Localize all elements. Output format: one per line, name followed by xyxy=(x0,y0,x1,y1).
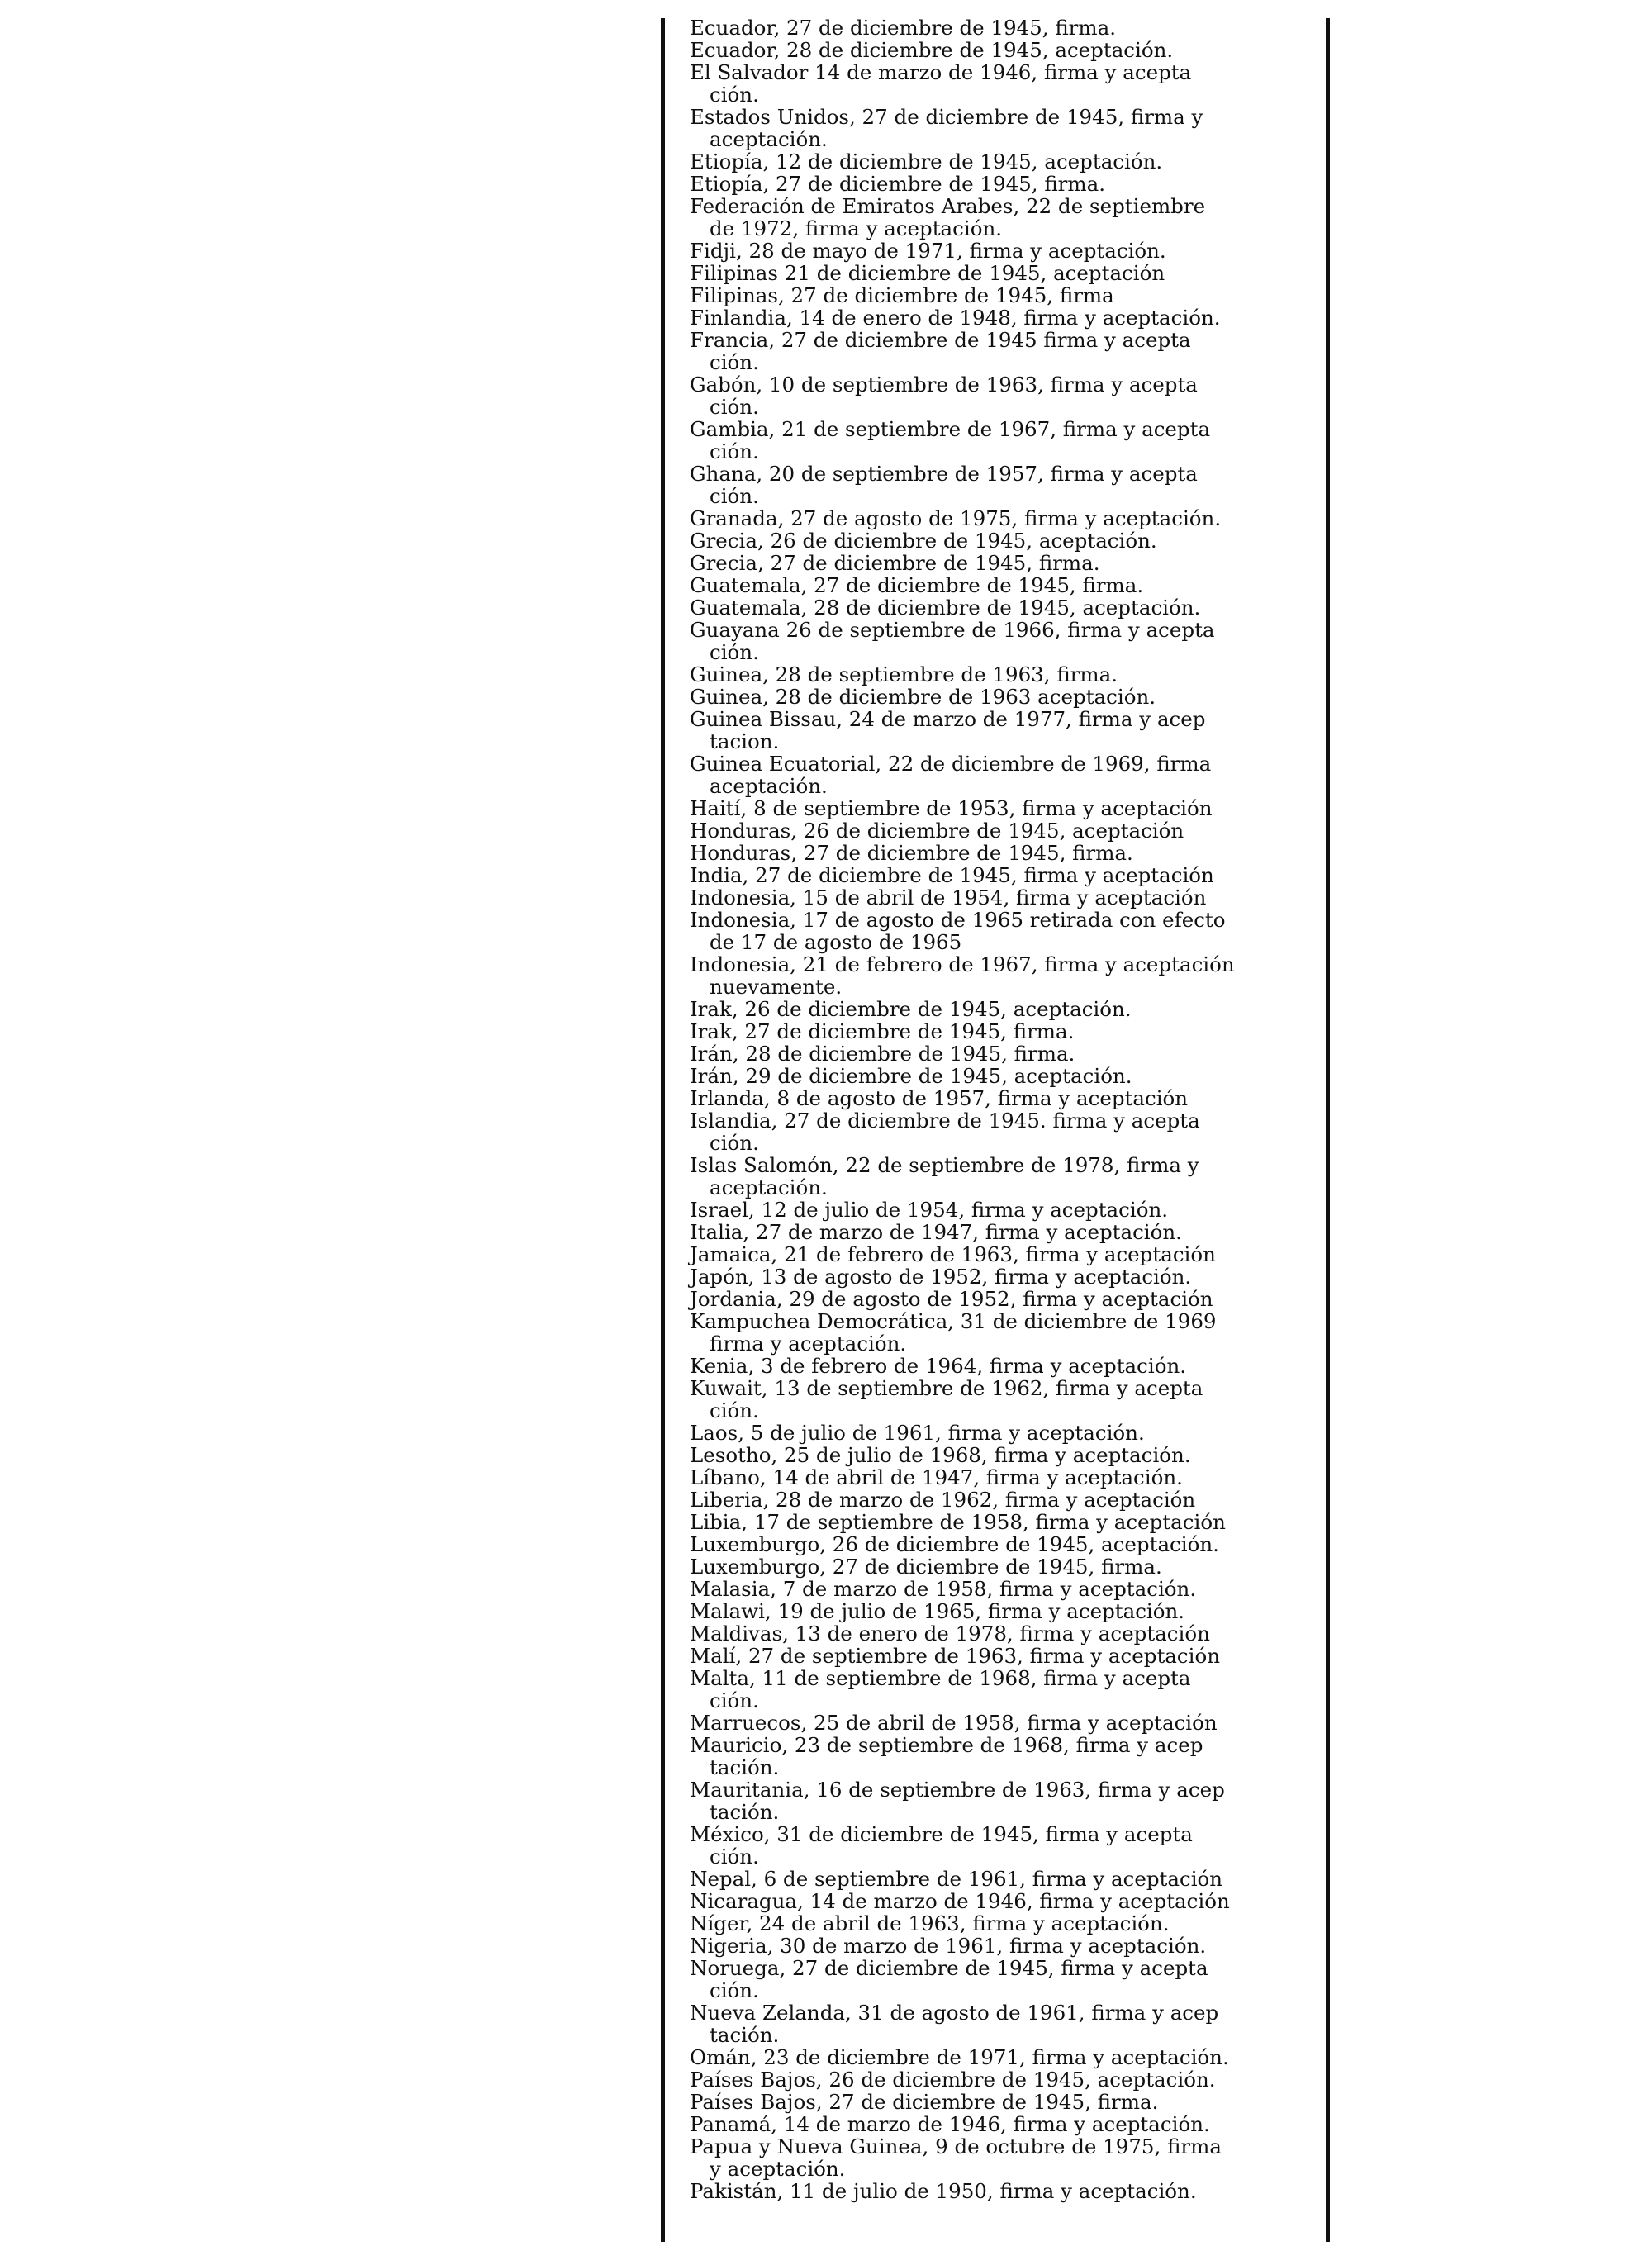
entry-line: Ghana, 20 de septiembre de 1957, firma y acepta xyxy=(690,462,1198,486)
ratification-entry xyxy=(690,306,1317,329)
entry-continuation-line: tación. xyxy=(710,1755,780,1779)
entry-line: Guatemala, 27 de diciembre de 1945, firma. xyxy=(690,573,1144,597)
entry-line: Haití, 8 de septiembre de 1953, firma y aceptación xyxy=(690,796,1213,820)
ratification-entry xyxy=(690,150,1317,173)
entry-line: Israel, 12 de julio de 1954, firma y aceptación. xyxy=(690,1198,1169,1222)
entry-line: Ecuador, 27 de diciembre de 1945, firma. xyxy=(690,16,1117,40)
ratification-entry xyxy=(690,1600,1317,1622)
entry-line: Pakistán, 11 de julio de 1950, firma y aceptación. xyxy=(690,2179,1197,2203)
entry-continuation-line: firma y aceptación. xyxy=(710,1332,907,1356)
ratification-entry xyxy=(690,1622,1317,1645)
ratification-entry xyxy=(690,1109,1317,1154)
entry-line: Nicaragua, 14 de marzo de 1946, firma y aceptación xyxy=(690,1889,1230,1913)
entry-line: Finlandia, 14 de enero de 1948, firma y aceptación. xyxy=(690,306,1221,330)
ratification-entry xyxy=(690,909,1317,953)
column-right-rule xyxy=(1326,18,1330,2242)
entry-line: Etiopía, 12 de diciembre de 1945, aceptación. xyxy=(690,150,1163,173)
entry-line: Ecuador, 28 de diciembre de 1945, aceptación. xyxy=(690,38,1174,62)
entry-line: Fidji, 28 de mayo de 1971, firma y aceptación. xyxy=(690,239,1166,263)
entry-line: Guayana 26 de septiembre de 1966, firma y acepta xyxy=(690,618,1215,642)
ratification-entry xyxy=(690,1489,1317,1511)
entry-continuation-line: tación. xyxy=(710,2023,780,2047)
ratification-entry xyxy=(690,1935,1317,1957)
ratification-entry xyxy=(690,329,1317,373)
ratification-entry xyxy=(690,886,1317,909)
entry-continuation-line: y aceptación. xyxy=(710,2157,846,2181)
entry-continuation-line: de 17 de agosto de 1965 xyxy=(710,930,962,954)
ratification-entry xyxy=(690,1377,1317,1422)
entry-continuation-line: aceptación. xyxy=(710,1175,828,1199)
entry-line: Granada, 27 de agosto de 1975, firma y aceptación. xyxy=(690,506,1222,530)
entry-line: Kenia, 3 de febrero de 1964, firma y aceptación. xyxy=(690,1354,1187,1378)
ratification-entry xyxy=(690,1912,1317,1935)
entry-line: Kuwait, 13 de septiembre de 1962, firma y acepta xyxy=(690,1376,1203,1400)
ratification-entry xyxy=(690,1533,1317,1555)
entry-line: Nueva Zelanda, 31 de agosto de 1961, firma y acep xyxy=(690,2001,1219,2025)
ratification-entry xyxy=(690,2180,1317,2202)
entry-continuation-line: nuevamente. xyxy=(710,975,843,999)
ratification-entry xyxy=(690,240,1317,262)
ratification-entry xyxy=(690,2113,1317,2135)
entry-line: Japón, 13 de agosto de 1952, firma y aceptación. xyxy=(690,1265,1192,1289)
ratification-entry xyxy=(690,1199,1317,1221)
ratification-entry xyxy=(690,418,1317,463)
ratification-entry xyxy=(690,552,1317,574)
entry-line: Estados Unidos, 27 de diciembre de 1945, firma y xyxy=(690,105,1203,129)
entry-continuation-line: ción. xyxy=(710,1398,759,1422)
ratification-entry xyxy=(690,1712,1317,1734)
entry-line: Liberia, 28 de marzo de 1962, firma y aceptación xyxy=(690,1488,1196,1512)
entry-line: Noruega, 27 de diciembre de 1945, firma y acepta xyxy=(690,1956,1208,1980)
ratification-entry xyxy=(690,864,1317,886)
entry-line: Nepal, 6 de septiembre de 1961, firma y aceptación xyxy=(690,1867,1223,1891)
ratification-entry xyxy=(690,842,1317,864)
entry-line: Islas Salomón, 22 de septiembre de 1978, firma y xyxy=(690,1153,1199,1177)
entry-line: Laos, 5 de julio de 1961, firma y aceptación. xyxy=(690,1421,1145,1445)
ratification-entry xyxy=(690,708,1317,753)
entry-continuation-line: ción. xyxy=(710,1131,759,1155)
entry-line: Irán, 28 de diciembre de 1945, firma. xyxy=(690,1042,1075,1066)
ratification-entry xyxy=(690,61,1317,106)
entry-continuation-line: ción. xyxy=(710,439,759,463)
entry-line: Panamá, 14 de marzo de 1946, firma y aceptación. xyxy=(690,2112,1210,2136)
ratification-entry xyxy=(690,1555,1317,1578)
ratification-entry xyxy=(690,1645,1317,1667)
ratification-entry xyxy=(690,373,1317,418)
entry-continuation-line: tación. xyxy=(710,1800,780,1824)
ratification-entry xyxy=(690,284,1317,306)
ratification-entry xyxy=(690,1065,1317,1087)
entry-line: Libia, 17 de septiembre de 1958, firma y aceptación xyxy=(690,1510,1226,1534)
ratification-entry xyxy=(690,574,1317,596)
entry-line: Federación de Emiratos Arabes, 22 de septiembre xyxy=(690,194,1206,218)
entry-line: Lesotho, 25 de julio de 1968, firma y aceptación. xyxy=(690,1443,1191,1467)
ratification-entry xyxy=(690,529,1317,552)
entry-line: Luxemburgo, 27 de diciembre de 1945, firma. xyxy=(690,1555,1162,1579)
ratification-entry xyxy=(690,619,1317,663)
ratification-entry xyxy=(690,2001,1317,2046)
ratification-entry xyxy=(690,1288,1317,1310)
ratification-entry xyxy=(690,819,1317,842)
ratification-entry xyxy=(690,2135,1317,2180)
entry-line: Etiopía, 27 de diciembre de 1945, firma. xyxy=(690,172,1106,196)
entry-continuation-line: ción. xyxy=(710,640,759,664)
ratification-entry xyxy=(690,1087,1317,1109)
ratification-entry xyxy=(690,797,1317,819)
entry-line: Líbano, 14 de abril de 1947, firma y aceptación. xyxy=(690,1465,1183,1489)
entry-line: Filipinas 21 de diciembre de 1945, aceptación xyxy=(690,261,1165,285)
ratification-entry xyxy=(690,1310,1317,1355)
ratification-entry xyxy=(690,1823,1317,1868)
entry-line: Indonesia, 21 de febrero de 1967, firma y aceptación xyxy=(690,952,1235,976)
entry-line: Papua y Nueva Guinea, 9 de octubre de 1975, firma xyxy=(690,2134,1222,2158)
ratification-entry xyxy=(690,998,1317,1020)
ratification-entry xyxy=(690,953,1317,998)
entry-line: Guinea Bissau, 24 de marzo de 1977, firma y acep xyxy=(690,707,1206,731)
ratification-entry xyxy=(690,1578,1317,1600)
entry-continuation-line: aceptación. xyxy=(710,774,828,798)
entry-line: Kampuchea Democrática, 31 de diciembre de 1969 xyxy=(690,1309,1217,1333)
column-left-rule xyxy=(661,18,665,2242)
entry-line: Honduras, 27 de diciembre de 1945, firma. xyxy=(690,841,1133,865)
entry-line: Irlanda, 8 de agosto de 1957, firma y aceptación xyxy=(690,1086,1189,1110)
ratification-entry xyxy=(690,1154,1317,1199)
entry-line: Indonesia, 17 de agosto de 1965 retirada con efecto xyxy=(690,908,1226,932)
ratification-entry xyxy=(690,1243,1317,1265)
entry-line: Níger, 24 de abril de 1963, firma y aceptación. xyxy=(690,1911,1170,1935)
entry-line: Irak, 26 de diciembre de 1945, aceptación. xyxy=(690,997,1132,1021)
entry-line: Países Bajos, 26 de diciembre de 1945, aceptación. xyxy=(690,2068,1216,2092)
entry-line: Guatemala, 28 de diciembre de 1945, aceptación. xyxy=(690,596,1201,620)
entry-continuation-line: ción. xyxy=(710,1845,759,1869)
entry-continuation-line: tacion. xyxy=(710,729,780,753)
entry-line: Guinea Ecuatorial, 22 de diciembre de 1969, firma xyxy=(690,752,1212,776)
entry-line: México, 31 de diciembre de 1945, firma y acepta xyxy=(690,1822,1193,1846)
ratification-entry xyxy=(690,686,1317,708)
ratification-entry xyxy=(690,1778,1317,1823)
ratification-entry xyxy=(690,596,1317,619)
ratification-entry xyxy=(690,17,1317,39)
entry-continuation-line: ción. xyxy=(710,350,759,374)
entry-line: Mauritania, 16 de septiembre de 1963, firma y acep xyxy=(690,1778,1225,1802)
entry-line: Honduras, 26 de diciembre de 1945, aceptación xyxy=(690,819,1184,843)
entry-line: Grecia, 26 de diciembre de 1945, aceptación. xyxy=(690,529,1157,553)
entry-line: Filipinas, 27 de diciembre de 1945, firma xyxy=(690,283,1114,307)
entry-line: Nigeria, 30 de marzo de 1961, firma y aceptación. xyxy=(690,1934,1207,1958)
entry-continuation-line: de 1972, firma y aceptación. xyxy=(710,216,1003,240)
entry-continuation-line: ción. xyxy=(710,1978,759,2002)
ratification-entry xyxy=(690,463,1317,507)
ratification-entry xyxy=(690,507,1317,529)
ratification-entry xyxy=(690,2091,1317,2113)
ratification-entry xyxy=(690,1734,1317,1778)
ratification-entry xyxy=(690,1890,1317,1912)
ratification-entry xyxy=(690,753,1317,797)
entry-line: Malasia, 7 de marzo de 1958, firma y aceptación. xyxy=(690,1577,1197,1601)
entry-line: Irán, 29 de diciembre de 1945, aceptación. xyxy=(690,1064,1132,1088)
entry-line: Maldivas, 13 de enero de 1978, firma y aceptación xyxy=(690,1622,1210,1645)
ratification-entry xyxy=(690,262,1317,284)
entry-line: El Salvador 14 de marzo de 1946, firma y acepta xyxy=(690,60,1192,84)
entry-line: Irak, 27 de diciembre de 1945, firma. xyxy=(690,1019,1075,1043)
entry-line: Islandia, 27 de diciembre de 1945. firma y acepta xyxy=(690,1109,1200,1132)
ratification-entry xyxy=(690,1957,1317,2001)
ratification-entry xyxy=(690,106,1317,150)
entry-line: Grecia, 27 de diciembre de 1945, firma. xyxy=(690,551,1100,575)
entry-line: Indonesia, 15 de abril de 1954, firma y aceptación xyxy=(690,886,1207,909)
entry-line: Países Bajos, 27 de diciembre de 1945, firma. xyxy=(690,2090,1159,2114)
ratification-entry xyxy=(690,173,1317,195)
ratification-entry xyxy=(690,39,1317,61)
entry-line: Italia, 27 de marzo de 1947, firma y aceptación. xyxy=(690,1220,1182,1244)
entry-line: Guinea, 28 de septiembre de 1963, firma. xyxy=(690,662,1118,686)
entry-line: Luxemburgo, 26 de diciembre de 1945, aceptación. xyxy=(690,1532,1219,1556)
entry-line: Gambia, 21 de septiembre de 1967, firma y acepta xyxy=(690,417,1211,441)
entry-line: Guinea, 28 de diciembre de 1963 aceptación. xyxy=(690,685,1156,709)
entry-line: Jordania, 29 de agosto de 1952, firma y aceptación xyxy=(690,1287,1213,1311)
ratification-entry xyxy=(690,663,1317,686)
entry-line: Malawi, 19 de julio de 1965, firma y aceptación. xyxy=(690,1599,1185,1623)
document-column xyxy=(690,17,1317,2247)
ratification-entry xyxy=(690,1667,1317,1712)
entry-line: Marruecos, 25 de abril de 1958, firma y aceptación xyxy=(690,1711,1218,1735)
ratification-entry xyxy=(690,1020,1317,1042)
entry-continuation-line: aceptación. xyxy=(710,127,828,151)
entry-line: Francia, 27 de diciembre de 1945 firma y acepta xyxy=(690,328,1191,352)
entry-line: Omán, 23 de diciembre de 1971, firma y aceptación. xyxy=(690,2045,1229,2069)
entry-line: Malta, 11 de septiembre de 1968, firma y acepta xyxy=(690,1666,1191,1690)
ratification-entry xyxy=(690,1355,1317,1377)
ratification-entry xyxy=(690,2068,1317,2091)
entry-continuation-line: ción. xyxy=(710,395,759,419)
ratification-entry xyxy=(690,1444,1317,1466)
ratification-entry xyxy=(690,1868,1317,1890)
entry-line: Malí, 27 de septiembre de 1963, firma y aceptación xyxy=(690,1644,1220,1668)
entry-line: Jamaica, 21 de febrero de 1963, firma y aceptación xyxy=(690,1242,1216,1266)
ratification-entry xyxy=(690,1466,1317,1489)
entry-continuation-line: ción. xyxy=(710,83,759,107)
ratification-entry xyxy=(690,1042,1317,1065)
entry-line: Mauricio, 23 de septiembre de 1968, firma y acep xyxy=(690,1733,1203,1757)
ratification-entry xyxy=(690,1265,1317,1288)
entry-line: India, 27 de diciembre de 1945, firma y aceptación xyxy=(690,863,1214,887)
ratification-entry xyxy=(690,1422,1317,1444)
ratification-entry xyxy=(690,1221,1317,1243)
ratification-entry xyxy=(690,2046,1317,2068)
ratification-entry xyxy=(690,1511,1317,1533)
entry-continuation-line: ción. xyxy=(710,484,759,508)
entry-continuation-line: ción. xyxy=(710,1688,759,1712)
ratification-entry xyxy=(690,195,1317,240)
entry-line: Gabón, 10 de septiembre de 1963, firma y acepta xyxy=(690,373,1198,396)
